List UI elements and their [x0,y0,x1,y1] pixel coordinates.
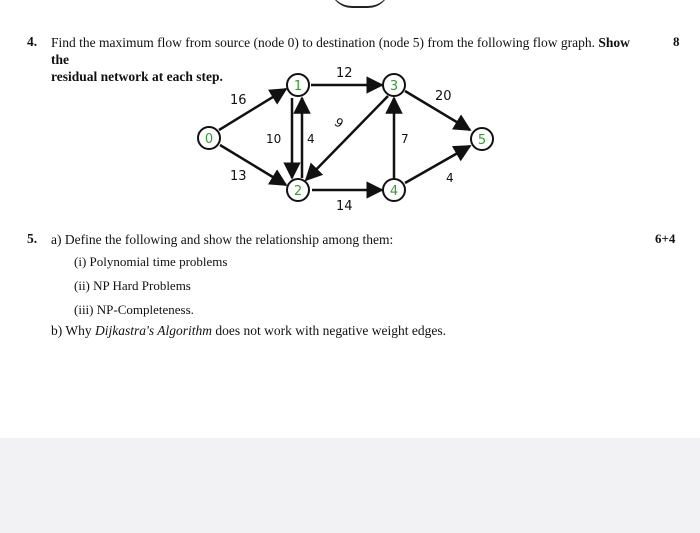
node-2-label: 2 [293,184,303,199]
node-3-label: 3 [389,79,399,94]
node-4 [383,179,405,201]
capacity-label-2-4: 14 [336,199,353,214]
question-5-part-b-algorithm: Dijkastra's Algorithm [95,323,213,338]
capacity-label-2-1: 4 [307,132,315,146]
node-5 [471,128,493,150]
capacity-label-1-3: 12 [336,66,353,81]
edge-4-5 [405,146,470,183]
node-4-label: 4 [389,184,399,199]
question-4-number: 4. [27,34,38,49]
question-5-number: 5. [27,231,38,246]
capacity-label-0-2: 13 [230,169,247,184]
capacity-label-3-2: 9 [331,114,346,131]
node-0-label: 0 [204,132,214,147]
question-5-part-a: a) Define the following and show the relationship among them: [51,232,394,247]
cropped-arc-decoration [330,0,390,8]
node-0 [198,127,220,149]
capacity-label-0-1: 16 [230,93,247,108]
question-5-item-1: (i) Polynomial time problems [74,254,228,269]
blank-bottom-area [0,438,700,533]
node-2 [287,179,309,201]
question-5-item-3: (iii) NP-Completeness. [74,302,194,317]
question-5-item-2: (ii) NP Hard Problems [74,278,191,293]
node-1 [287,74,309,96]
edge-3-2 [306,96,388,180]
question-4-prompt: Find the maximum flow from source (node 0) to destination (node 5) from the following flow graph. [51,35,596,50]
capacity-label-4-3: 7 [401,132,409,146]
capacity-label-1-2: 10 [266,132,282,146]
capacity-label-3-5: 20 [435,89,452,104]
question-4-bold-2: residual network at each step. [51,69,223,84]
node-1-label: 1 [293,79,303,94]
question-5-marks: 6+4 [655,231,676,246]
question-4-marks: 8 [673,34,680,49]
question-5-part-b-prefix: b) Why [51,323,95,338]
question-5-part-b [51,322,446,339]
node-5-label: 5 [477,133,487,148]
flow-graph [0,55,700,285]
question-4-bold-1: Show the [51,35,630,67]
node-3 [383,74,405,96]
capacity-label-4-5: 4 [446,171,454,185]
question-5-part-b-suffix: does not work with negative weight edges. [212,323,446,338]
